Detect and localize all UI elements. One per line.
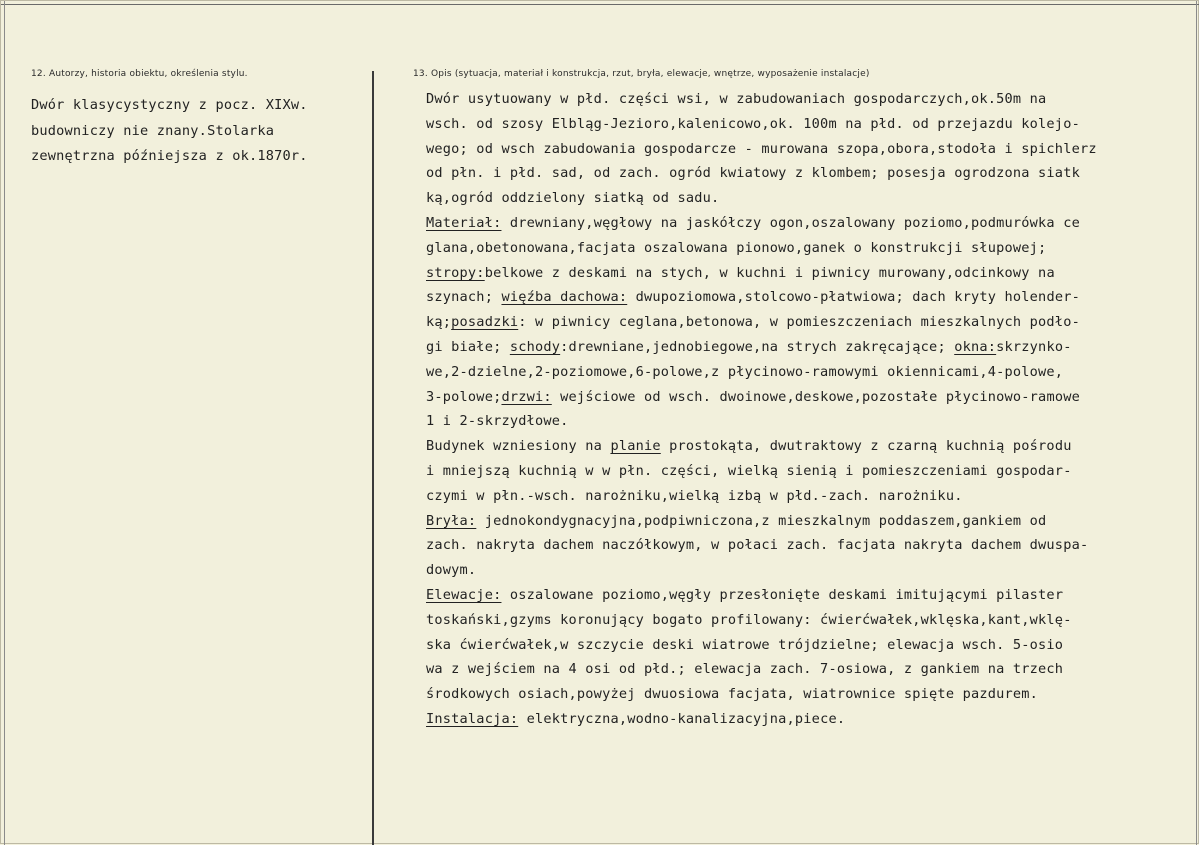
section-heading: okna: [954,338,997,355]
text-run: drewniany,węgłowy na jaskółczy ogon,oszalowany poziomo,podmurówka ce [501,214,1080,231]
section-heading: schody [509,338,561,355]
text-line [426,285,1194,310]
text-line [426,409,1194,434]
text-line [426,583,1194,608]
text-run: 3-polowe; [426,388,502,405]
text-run: dwupoziomowa,stolcowo-płatwiowa; dach kryty holender- [627,289,1080,306]
field-13-text [426,87,1194,732]
column-divider [372,71,374,845]
text-line [426,533,1194,558]
section-heading: posadzki [451,314,519,331]
text-run: i mniejszą kuchnią w w płn. części, wielką sienią i pomieszczeniami gospodar- [426,462,1072,479]
text-run: Dwór usytuowany w płd. części wsi, w zabudowaniach gospodarczych,ok.50m na [426,91,1047,107]
field-12-caption: 12. Autorzy, historia obiektu, określenia stylu. [31,69,248,79]
field-13-caption: 13. Opis (sytuacja, materiał i konstrukcja, rzut, bryła, elewacje, wnętrze, wyposażenie instalacje) [413,69,870,79]
text-run: zach. nakryta dachem naczółkowym, w połaci zach. facjata nakryta dachem dwuspa- [426,537,1089,554]
text-run: ką; [426,314,452,331]
top-border-line [1,4,1199,5]
text-run: wejściowe od wsch. dwoinowe,deskowe,pozostałe płycinowo-ramowe [551,388,1080,405]
text-line [426,558,1194,583]
text-run: :drewniane,jednobiegowe,na strych zakręcające; [560,338,955,355]
text-run: wa z wejściem na 4 osi od płd.; elewacja zach. 7-osiowa, z gankiem na trzech [426,661,1064,678]
text-run: : w piwnicy ceglana,betonowa, w pomieszczeniach mieszkalnych podło- [518,314,1080,331]
field-12-text [31,93,361,170]
text-run: skrzynko- [996,338,1072,355]
left-border-line [4,1,5,845]
text-line [426,335,1194,360]
section-heading: drzwi: [501,388,552,405]
text-run: prostokąta, dwutraktowy z czarną kuchnią pośrodu [660,438,1072,455]
text-run: elektryczna,wodno-kanalizacyjna,piece. [518,710,846,727]
text-line [426,385,1194,410]
text-line [426,682,1194,707]
text-run: szynach; [426,289,502,306]
text-line [426,261,1194,286]
text-run: wego; od wsch zabudowania gospodarcze - murowana szopa,obora,stodoła i spichlerz [426,140,1097,157]
text-line: Dwór klasycystyczny z pocz. XIXw. [31,97,308,113]
section-heading: Instalacja: [426,710,519,727]
section-heading: planie [610,438,661,455]
text-line [426,484,1194,509]
text-run: toskański,gzyms koronujący bogato profilowany: ćwierćwałek,wklęska,kant,wklę- [426,611,1072,628]
text-line [426,434,1194,459]
text-line [426,459,1194,484]
text-run: oszalowane poziomo,węgły przesłonięte deskami imitującymi pilaster [501,586,1064,603]
text-line [426,112,1194,137]
text-run: wsch. od szosy Elbląg-Jezioro,kalenicowo,ok. 100m na płd. od przejazdu kolejo- [426,115,1080,132]
text-line: budowniczy nie znany.Stolarka [31,122,275,139]
text-run: ką,ogród oddzielony siatką od sadu. [426,190,720,207]
text-line [426,657,1194,682]
text-run: dowym. [426,562,477,579]
right-border-line [1196,1,1197,845]
text-line [426,310,1194,335]
section-heading: Elewacje: [426,586,502,603]
text-run: od płn. i płd. sad, od zach. ogród kwiatowy z klombem; posesja ogrodzona siatk [426,165,1080,182]
text-line [426,633,1194,658]
text-line [426,360,1194,385]
section-heading: Bryła: [426,512,477,529]
text-run: 1 i 2-skrzydłowe. [426,413,569,430]
text-run: ska ćwierćwałek,w szczycie deski wiatrowe trójdzielne; elewacja wsch. 5-osio [426,636,1064,653]
text-run: środkowych osiach,powyżej dwuosiowa facjata, wiatrownice spięte pazdurem. [426,686,1039,703]
text-line [426,509,1194,534]
text-line [426,137,1194,162]
text-run: belkowe z deskami na stych, w kuchni i piwnicy murowany,odcinkowy na [484,264,1055,281]
text-run: we,2-dzielne,2-poziomowe,6-polowe,z płycinowo-ramowymi okiennicami,4-polowe, [426,363,1064,380]
text-line [426,211,1194,236]
section-heading: więźba dachowa: [501,289,628,306]
section-heading: Materiał: [426,214,502,231]
text-run: czymi w płn.-wsch. narożniku,wielką izbą w płd.-zach. narożniku. [426,487,963,504]
text-line [426,87,1194,112]
text-line [426,236,1194,261]
text-run: jednokondygnacyjna,podpiwniczona,z mieszkalnym poddaszem,gankiem od [476,512,1047,529]
text-run: glana,obetonowana,facjata oszalowana pionowo,ganek o konstrukcji słupowej; [426,239,1047,256]
text-line: zewnętrzna późniejsza z ok.1870r. [31,148,308,164]
text-run: gi białe; [426,338,510,355]
section-heading: stropy: [426,264,485,281]
text-run: Budynek wzniesiony na [426,438,611,455]
text-line [426,707,1194,732]
text-line [426,186,1194,211]
text-line [426,608,1194,633]
text-line [426,161,1194,186]
